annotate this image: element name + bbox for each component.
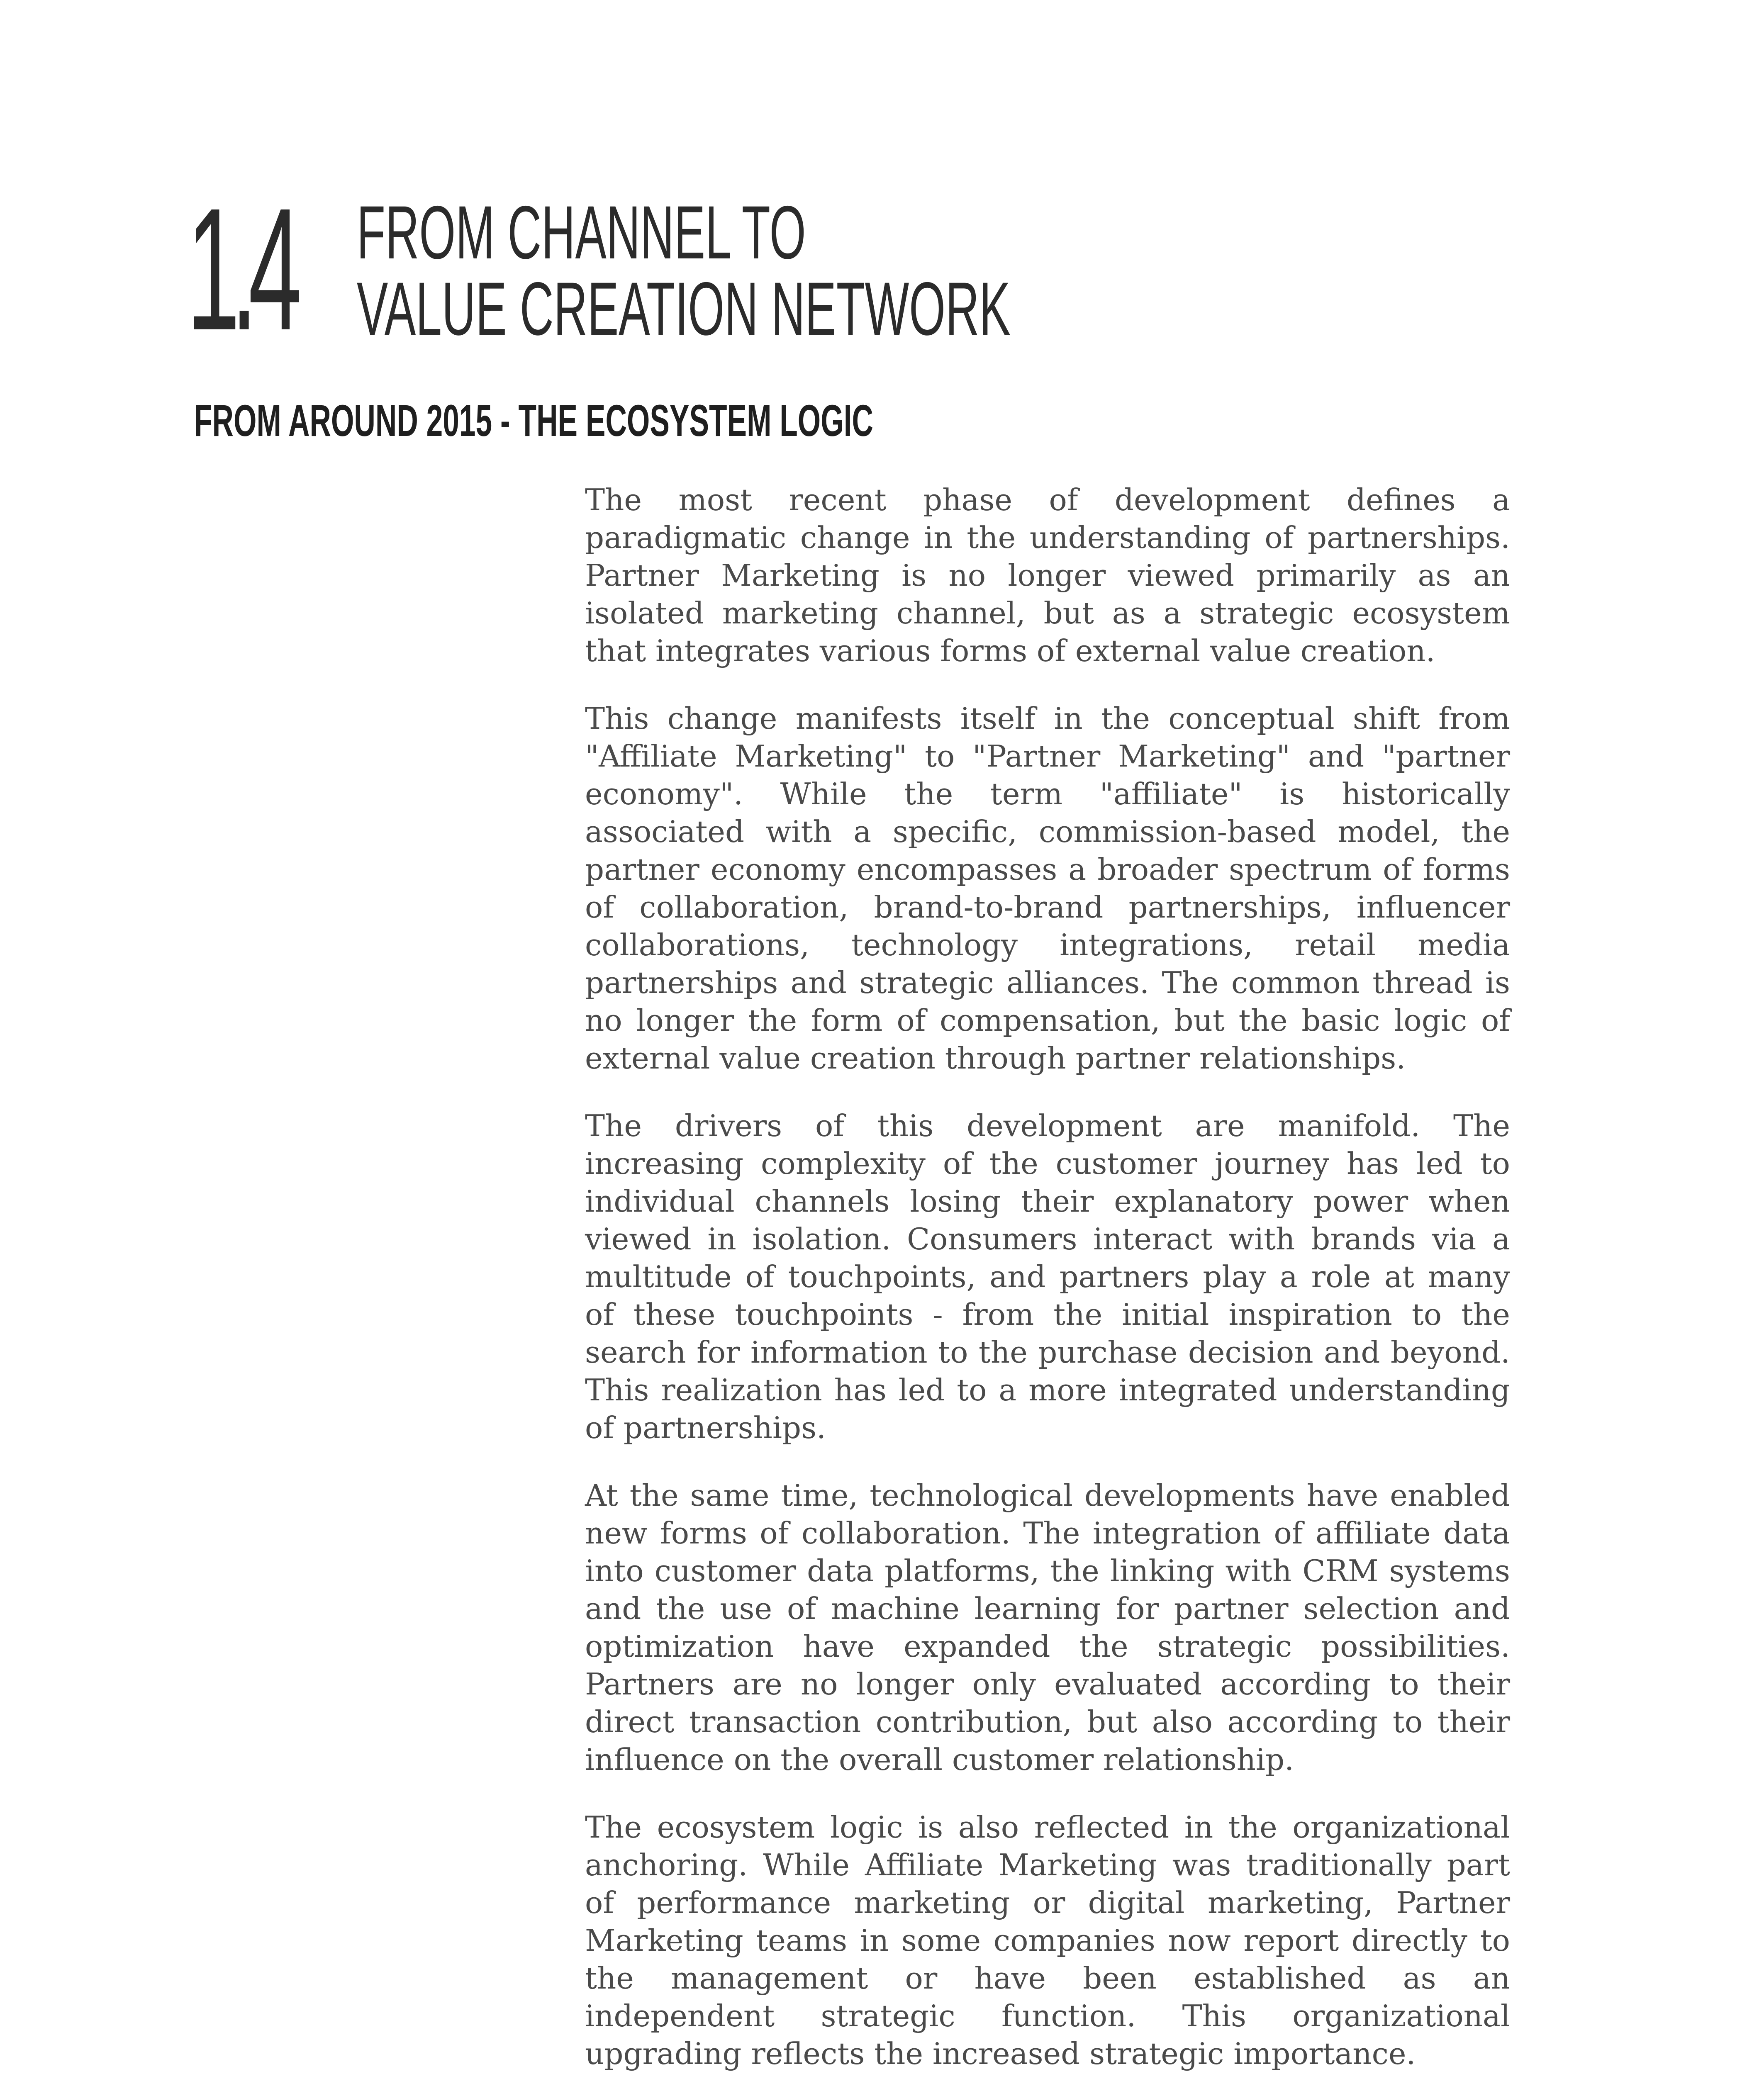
section-title-line-1: FROM CHANNEL TO xyxy=(357,190,806,275)
section-title xyxy=(357,190,1011,351)
section-number: 1.4 xyxy=(187,172,293,367)
paragraph: The ecosystem logic is also reflected in the organizational anchoring. While Affiliate Marketing was traditionally part of performance marketing or digital marketing, Partner Marketing teams in some companies now report directly to the management or have been established as an independent strategic function. This organizational upgrading reflects the increased strategic importance. xyxy=(585,1810,1510,2071)
paragraph: The drivers of this development are manifold. The increasing complexity of the customer journey has led to individual channels losing their explanatory power when viewed in isolation. Consumers interact with brands via a multitude of touchpoints, and partners play a role at many of these touchpoints - from the initial inspiration to the search for information to the purchase decision and beyond. This realization has led to a more integrated understanding of partnerships. xyxy=(585,1108,1510,1445)
paragraph: At the same time, technological developments have enabled new forms of collaboration. The integration of affiliate data into customer data platforms, the linking with CRM systems and the use of machine learning for partner selection and optimization have expanded the strategic possibilities. Partners are no longer only evaluated according to their direct transaction contribution, but also according to their influence on the overall customer relationship. xyxy=(585,1478,1510,1777)
body-text xyxy=(585,481,1510,2074)
subheading: FROM AROUND 2015 - THE ECOSYSTEM LOGIC xyxy=(194,395,873,445)
paragraph: The most recent phase of development defines a paradigmatic change in the understanding of partnerships. Partner Marketing is no longer viewed primarily as an isolated marketing channel, but as a strategic ecosystem that integrates various forms of external value creation. xyxy=(585,482,1510,668)
paragraph: This change manifests itself in the conceptual shift from "Affiliate Marketing" to "Partner Marketing" and "partner economy". While the term "affiliate" is historically associated with a specific, commission-based model, the partner economy encompasses a broader spectrum of forms of collaboration, brand-to-brand partnerships, influencer collaborations, technology integrations, retail media partnerships and strategic alliances. The common thread is no longer the form of compensation, but the basic logic of external value creation through partner relationships. xyxy=(585,701,1510,1076)
section-title-line-2: VALUE CREATION NETWORK xyxy=(357,266,1011,351)
